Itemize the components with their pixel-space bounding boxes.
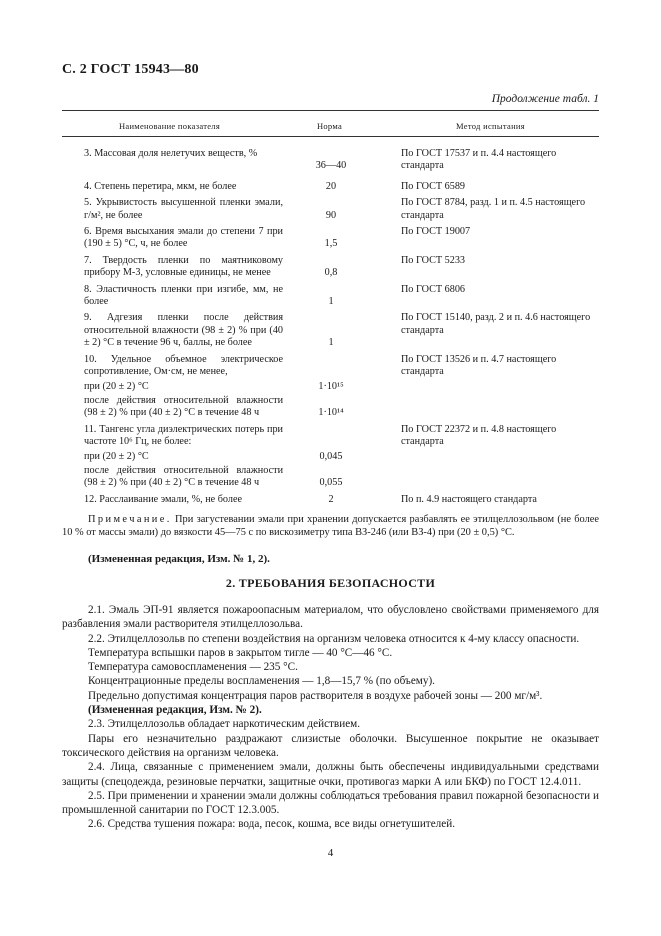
norm-cell: 20 bbox=[325, 180, 337, 192]
norm-cell: 2 bbox=[328, 493, 334, 505]
table-row bbox=[62, 222, 599, 251]
table-row bbox=[62, 449, 599, 463]
page-number: 4 bbox=[327, 847, 334, 859]
method-cell: По ГОСТ 22372 и п. 4.8 настоящего стандарта bbox=[400, 423, 557, 448]
norm-cell: 0,8 bbox=[324, 267, 338, 279]
table-row bbox=[62, 280, 599, 309]
paragraph-2-3: 2.3. Этилцеллозольв обладает наркотическим действием. bbox=[88, 718, 361, 731]
paragraph-2-6: 2.6. Средства тушения пожара: вода, песок, кошма, все виды огнетушителей. bbox=[88, 818, 455, 831]
amendment-note-1: (Измененная редакция, Изм. № 1, 2). bbox=[88, 553, 270, 565]
indicator-name-cell: 6. Время высыхания эмали до степени 7 при (190 ± 5) °С, ч, не более bbox=[84, 226, 284, 250]
norm-cell: 36—40 bbox=[315, 160, 347, 172]
table-note bbox=[62, 513, 599, 539]
paragraph-vapors: Пары его незначительно раздражают слизистые оболочки. Высушенное покрытие не оказывает токсического действия на организм человека. bbox=[62, 732, 599, 759]
table-row bbox=[62, 463, 599, 490]
table-row bbox=[62, 379, 599, 393]
method-cell: По п. 4.9 настоящего стандарта bbox=[400, 493, 537, 505]
paragraph-autoignition: Температура самовоспламенения — 235 °С. bbox=[88, 661, 298, 674]
indicator-name-cell: после действия относительной влажности (98 ± 2) % при (40 ± 2) °С в течение 48 ч bbox=[84, 464, 284, 489]
method-cell: По ГОСТ 6589 bbox=[400, 180, 466, 192]
page-header: С. 2 ГОСТ 15943—80 bbox=[62, 62, 199, 77]
paragraph-2-4: 2.4. Лица, связанные с применением эмали, должны быть обеспечены индивидуальными средствами защиты (спецодежда, резиновые перчатки, защитные очки, противогаз марки А или БКФ) по ГОСТ 12.4.011. bbox=[62, 761, 599, 788]
table-header-rule bbox=[62, 136, 599, 137]
method-cell: По ГОСТ 13526 и п. 4.7 настоящего стандарта bbox=[400, 353, 557, 378]
method-cell bbox=[379, 449, 599, 463]
paragraph-2-5: 2.5. При применении и хранении эмали должны соблюдаться требования правил пожарной безопасности и промышленной санитарии по ГОСТ 12.3.005. bbox=[62, 789, 599, 817]
table-row bbox=[62, 420, 599, 449]
amendment-note-2: (Измененная редакция, Изм. № 2). bbox=[88, 704, 262, 717]
column-header-norm: Норма bbox=[316, 121, 343, 131]
method-cell: По ГОСТ 19007 bbox=[400, 226, 471, 238]
method-cell bbox=[379, 379, 599, 393]
column-header-name: Наименование показателя bbox=[118, 121, 221, 131]
indicator-name-cell: 7. Твердость пленки по маятниковому прибору М-3, условные единицы, не менее bbox=[84, 254, 284, 279]
table-row bbox=[62, 251, 599, 280]
table-row bbox=[62, 308, 599, 349]
section-title: 2. ТРЕБОВАНИЯ БЕЗОПАСНОСТИ bbox=[225, 576, 436, 590]
table-top-rule bbox=[62, 110, 599, 111]
indicator-name-cell: 10. Удельное объемное электрическое сопротивление, Ом·см, не менее, bbox=[84, 353, 284, 378]
section-body bbox=[62, 603, 599, 832]
indicator-name-cell: 5. Укрывистость высушенной пленки эмали, г/м², не более bbox=[84, 197, 284, 221]
method-cell bbox=[379, 463, 599, 490]
indicator-name-cell: 9. Адгезия пленки после действия относительной влажности (98 ± 2) % при (40 ± 2) °С в течение 96 ч, баллы, не более bbox=[84, 312, 284, 349]
note-text: При загустевании эмали при хранении допускается разбавлять ее этилцеллозольвом (не более 10 % от массы эмали) до вязкости 45—75 с по вискозиметру типа ВЗ-246 (или ВЗ-4) при (20 ± 0,5) °С. bbox=[62, 514, 599, 538]
paragraph-flash-point: Температура вспышки паров в закрытом тигле — 40 °С—46 °С. bbox=[88, 646, 393, 659]
norm-cell: 1·10¹⁴ bbox=[318, 407, 344, 419]
indicator-name-cell: 12. Расслаивание эмали, %, не более bbox=[84, 493, 243, 505]
note-label: Примечание. bbox=[88, 514, 172, 525]
method-cell bbox=[379, 393, 599, 420]
table-row bbox=[62, 490, 599, 506]
indicators-table bbox=[62, 148, 599, 506]
column-header-method: Метод испытания bbox=[456, 121, 525, 131]
norm-cell: 1·10¹⁵ bbox=[318, 380, 344, 392]
norm-cell: 0,055 bbox=[319, 477, 343, 489]
method-cell: По ГОСТ 8784, разд. 1 и п. 4.5 настоящего стандарта bbox=[400, 197, 586, 221]
table-row bbox=[62, 173, 599, 193]
norm-cell: 0,045 bbox=[319, 450, 343, 462]
paragraph-flammability-limits: Концентрационные пределы воспламенения — 1,8—15,7 % (по объему). bbox=[88, 675, 435, 688]
norm-cell bbox=[283, 420, 379, 449]
method-cell: По ГОСТ 6806 bbox=[400, 283, 466, 295]
norm-cell: 1 bbox=[328, 337, 334, 349]
norm-cell: 1,5 bbox=[324, 238, 338, 250]
indicator-name-cell: 8. Эластичность пленки при изгибе, мм, не более bbox=[84, 283, 284, 308]
table-row bbox=[62, 350, 599, 379]
method-cell: По ГОСТ 5233 bbox=[400, 254, 466, 266]
norm-cell bbox=[283, 350, 379, 379]
method-cell: По ГОСТ 17537 и п. 4.4 настоящего стандарта bbox=[400, 148, 557, 172]
paragraph-mac: Предельно допустимая концентрация паров растворителя в воздухе рабочей зоны — 200 мг/м³. bbox=[88, 689, 543, 702]
paragraph-2-1: 2.1. Эмаль ЭП-91 является пожароопасным материалом, что обусловлено свойствами применяемого для разбавления эмали растворителя этилцеллозольва. bbox=[62, 604, 599, 631]
indicator-name-cell: при (20 ± 2) °С bbox=[84, 450, 149, 462]
indicator-name-cell: 3. Массовая доля нелетучих веществ, % bbox=[84, 148, 258, 159]
norm-cell: 1 bbox=[328, 296, 334, 308]
indicator-name-cell: после действия относительной влажности (98 ± 2) % при (40 ± 2) °С в течение 48 ч bbox=[84, 394, 284, 419]
table-row bbox=[62, 193, 599, 222]
indicator-name-cell: при (20 ± 2) °С bbox=[84, 380, 149, 392]
indicator-name-cell: 11. Тангенс угла диэлектрических потерь при частоте 10⁶ Гц, не более: bbox=[84, 423, 284, 448]
table-row bbox=[62, 393, 599, 420]
paragraph-2-2: 2.2. Этилцеллозольв по степени воздействия на организм человека относится к 4-му классу опасности. bbox=[88, 632, 580, 645]
norm-cell: 90 bbox=[325, 209, 337, 221]
method-cell: По ГОСТ 15140, разд. 2 и п. 4.6 настоящего стандарта bbox=[400, 312, 591, 336]
table-continuation-label: Продолжение табл. 1 bbox=[491, 93, 599, 105]
table-row bbox=[62, 148, 599, 173]
indicator-name-cell: 4. Степень перетира, мкм, не более bbox=[84, 180, 237, 192]
